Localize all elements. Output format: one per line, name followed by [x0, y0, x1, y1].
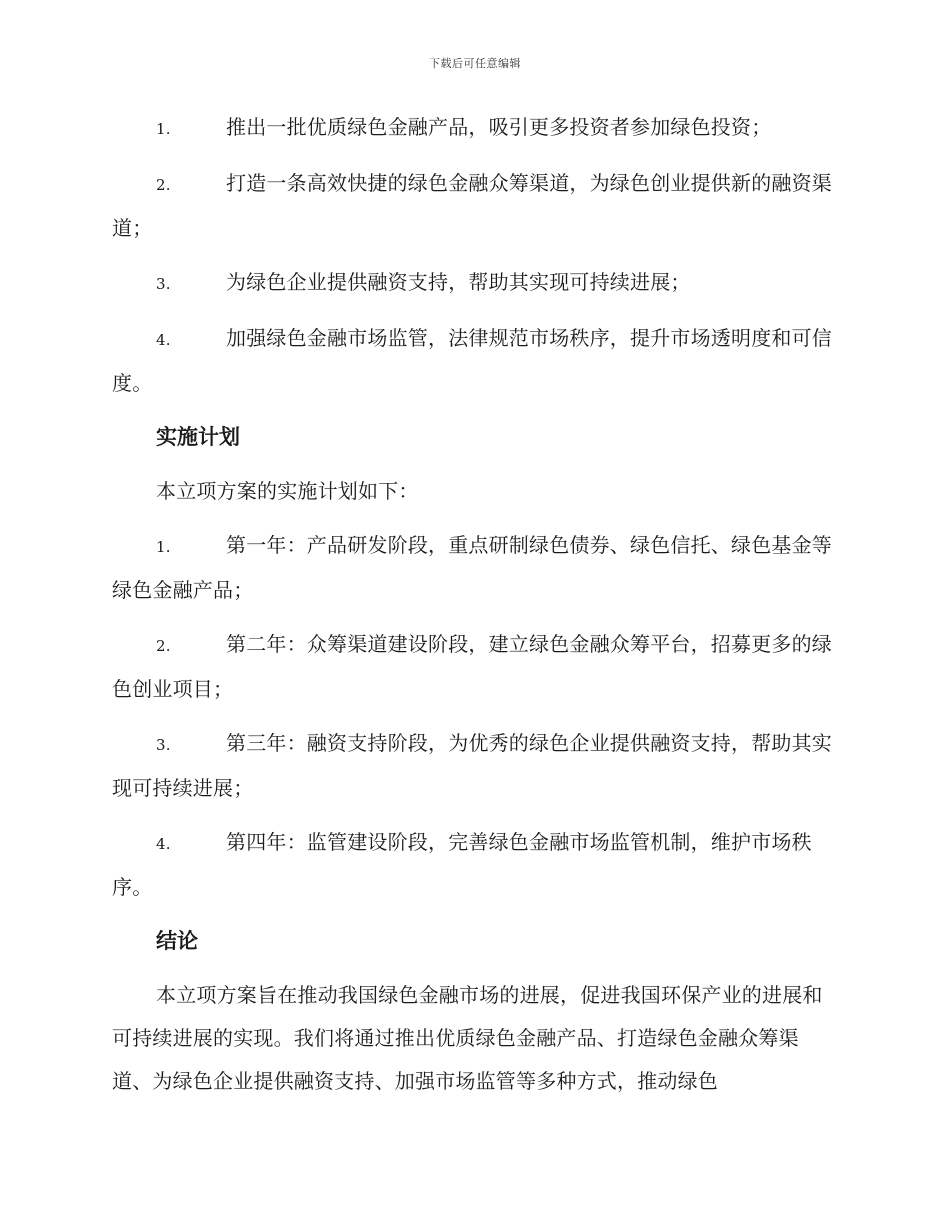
- list-text: 推出一批优质绿色金融产品，吸引更多投资者参加绿色投资；: [226, 115, 772, 139]
- list-number: 4.: [156, 835, 171, 853]
- plan-item-2: [112, 623, 834, 711]
- plan-intro: 本立项方案的实施计划如下：: [156, 479, 419, 503]
- list-text: 加强绿色金融市场监管，法律规范市场秩序，提升市场透明度和可信度。: [112, 326, 832, 395]
- goal-item-4: [112, 317, 834, 405]
- list-text: 为绿色企业提供融资支持，帮助其实现可持续进展；: [226, 270, 691, 294]
- plan-item-3: [112, 722, 834, 810]
- list-number: 2.: [156, 176, 171, 194]
- list-text: 第三年：融资支持阶段，为优秀的绿色企业提供融资支持，帮助其实现可持续进展；: [112, 731, 832, 800]
- section-heading-plan: 实施计划: [156, 425, 240, 449]
- goal-item-1: [112, 106, 834, 151]
- list-number: 1.: [156, 538, 171, 556]
- plan-item-4: [112, 821, 834, 909]
- list-number: 3.: [156, 736, 171, 754]
- list-text: 第四年：监管建设阶段，完善绿色金融市场监管机制，维护市场秩序。: [112, 830, 812, 899]
- goal-item-2: [112, 162, 834, 250]
- plan-item-1: [112, 524, 834, 612]
- list-text: 第二年：众筹渠道建设阶段，建立绿色金融众筹平台，招募更多的绿色创业项目；: [112, 632, 832, 701]
- list-number: 1.: [156, 120, 171, 138]
- conclusion-text: 本立项方案旨在推动我国绿色金融市场的进展，促进我国环保产业的进展和可持续进展的实现。我们将通过推出优质绿色金融产品、打造绿色金融众筹渠道、为绿色企业提供融资支持、加强市场监管等多种方式，推动绿色: [112, 983, 823, 1093]
- list-number: 4.: [156, 331, 171, 349]
- section-heading-conclusion: 结论: [156, 929, 198, 953]
- list-text: 打造一条高效快捷的绿色金融众筹渠道，为绿色创业提供新的融资渠道；: [112, 171, 832, 240]
- document-body: [112, 106, 834, 1114]
- goal-item-3: [112, 261, 834, 306]
- list-number: 3.: [156, 275, 171, 293]
- list-text: 第一年：产品研发阶段，重点研制绿色债券、绿色信托、绿色基金等绿色金融产品；: [112, 533, 832, 602]
- page-header: 下载后可任意编辑: [429, 57, 521, 70]
- list-number: 2.: [156, 637, 171, 655]
